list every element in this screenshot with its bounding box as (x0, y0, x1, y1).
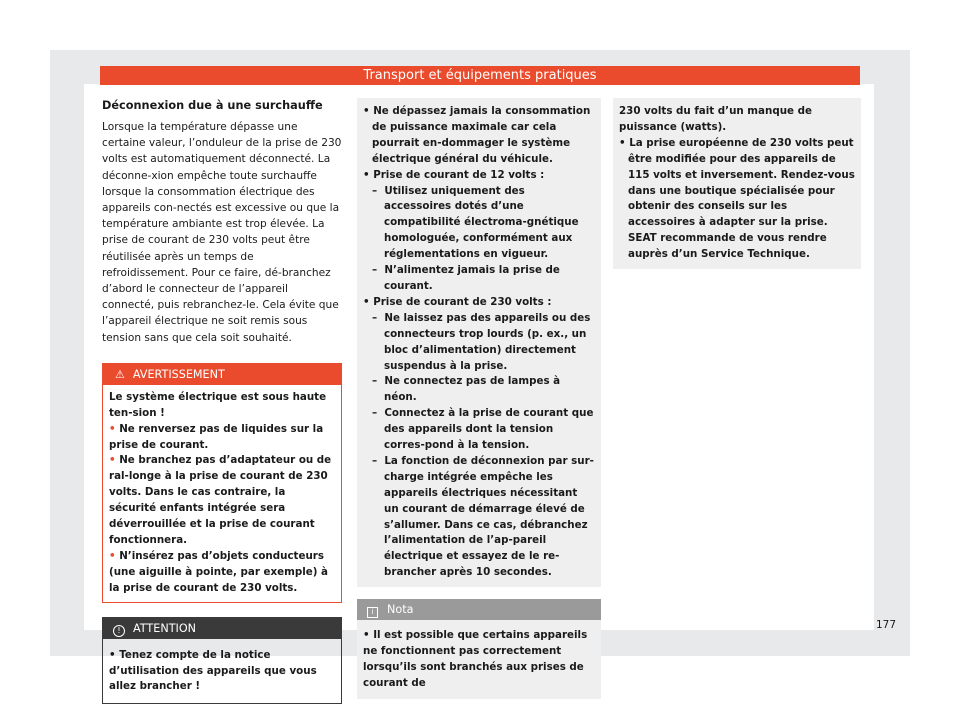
warning-item: • N’insérez pas d’objets conducteurs (une aiguille à pointe, par exemple) à la prise de courant de 230 volts. (109, 549, 328, 594)
sub-list-item: – N’alimentez jamais la prise de courant. (372, 264, 560, 292)
list-item: • La prise européenne de 230 volts peut être modifiée pour des appareils de 115 volts et inversement. Rendez-vous dans une boutique spécialisée pour obtenir des conseils sur les accessoires à adapter sur la prise. SEAT recommande de vous rendre auprès d’un Service Technique. (619, 136, 855, 261)
sub-list-item: – Ne connectez pas de lampes à néon. (372, 375, 561, 404)
column-middle (357, 98, 601, 699)
page-number: 177 (876, 619, 897, 631)
warning-continuation-box (357, 98, 601, 587)
note-continuation: 230 volts du fait d’un manque de puissance (watts). (619, 105, 812, 133)
sub-list-item: – La fonction de déconnexion par sur-charge intégrée empêche les appareils électriques nécessitant un courant de démarrage élevé de s’allumer. Dans ce cas, débranchez l’alimentation de l’ap-pareil électrique et essayez de le re-brancher après 10 secondes. (372, 454, 594, 579)
attention-box (102, 617, 342, 705)
note-continuation-box (613, 98, 861, 269)
bullet-icon: • (109, 549, 116, 562)
warning-intro: Le système électrique est sous haute ten-sion ! (109, 390, 327, 419)
note-text: Il est possible que certains appareils ne fonctionnent pas correctement lorsqu’ils sont branchés aux prises de courant de (363, 629, 588, 689)
sub-list-item: – Ne laissez pas des appareils ou des connecteurs trop lourds (p. ex., un bloc d’alimentation) directement suspendus à la prise. (372, 311, 591, 372)
info-square-icon: i (367, 607, 378, 618)
info-circle-icon: ! (113, 625, 125, 637)
note-box (357, 599, 601, 699)
attention-title: ATTENTION (133, 621, 196, 635)
attention-item: Tenez compte de la notice d’utilisation des appareils que vous allez brancher ! (109, 648, 317, 693)
warning-triangle-icon: ⚠ (115, 367, 125, 381)
sub-list-item: – Connectez à la prise de courant que des appareils dont la tension corres-pond à la tension. (372, 407, 594, 452)
bullet-icon: • (109, 422, 116, 435)
note-body (357, 620, 601, 699)
body-paragraph: Lorsque la température dépasse une certaine valeur, l’onduleur de la prise de 230 volts est automatiquement déconnecté. La déconne-xion empêche toute surchauffe lorsque la consommation électrique des appareils con-nectés est excessive ou que la température ambiante est trop élevée. La prise de courant de 230 volts peut être réutilisée après un temps de refroidissement. Pour ce faire, dé-branchez d’abord le connecteur de l’appareil connecté, puis rebranchez-le. Cela évite que l’appareil électrique ne soit remis sous tension sans que cela soit souhaité. (102, 121, 342, 344)
warning-header (103, 364, 341, 385)
list-item: • Ne dépassez jamais la consommation de puissance maximale car cela pourrait en-dommager le système électrique général du véhicule. (363, 105, 591, 165)
attention-header (103, 618, 341, 639)
list-item: • Prise de courant de 12 volts : (363, 168, 545, 181)
warning-item: • Ne branchez pas d’adaptateur ou de ral-longe à la prise de courant de 230 volts. Dans le cas contraire, la sécurité enfants intégrée sera déverrouillée et la prise de courant fonctionnera. (109, 454, 332, 546)
note-header (357, 599, 601, 620)
warning-title: AVERTISSEMENT (132, 367, 225, 381)
section-heading: Déconnexion due à une surchauffe (102, 99, 323, 112)
sub-list-item: – Utilisez uniquement des accessoires dotés d’une compatibilité électroma-gnétique homologuée, conformément aux réglementations en vigueur. (372, 184, 579, 261)
section-header: Transport et équipements pratiques (100, 66, 860, 85)
warning-box (102, 363, 342, 603)
list-item: • Prise de courant de 230 volts : (363, 295, 552, 308)
warning-item: • Ne renversez pas de liquides sur la prise de courant. (109, 422, 324, 451)
column-right (613, 98, 861, 269)
note-title: Nota (387, 603, 414, 617)
attention-body (103, 639, 341, 704)
warning-body (103, 385, 341, 602)
column-left (102, 98, 342, 704)
bullet-icon: • (109, 454, 116, 467)
bullet-icon: • (363, 629, 370, 642)
bullet-icon: • (109, 648, 116, 661)
